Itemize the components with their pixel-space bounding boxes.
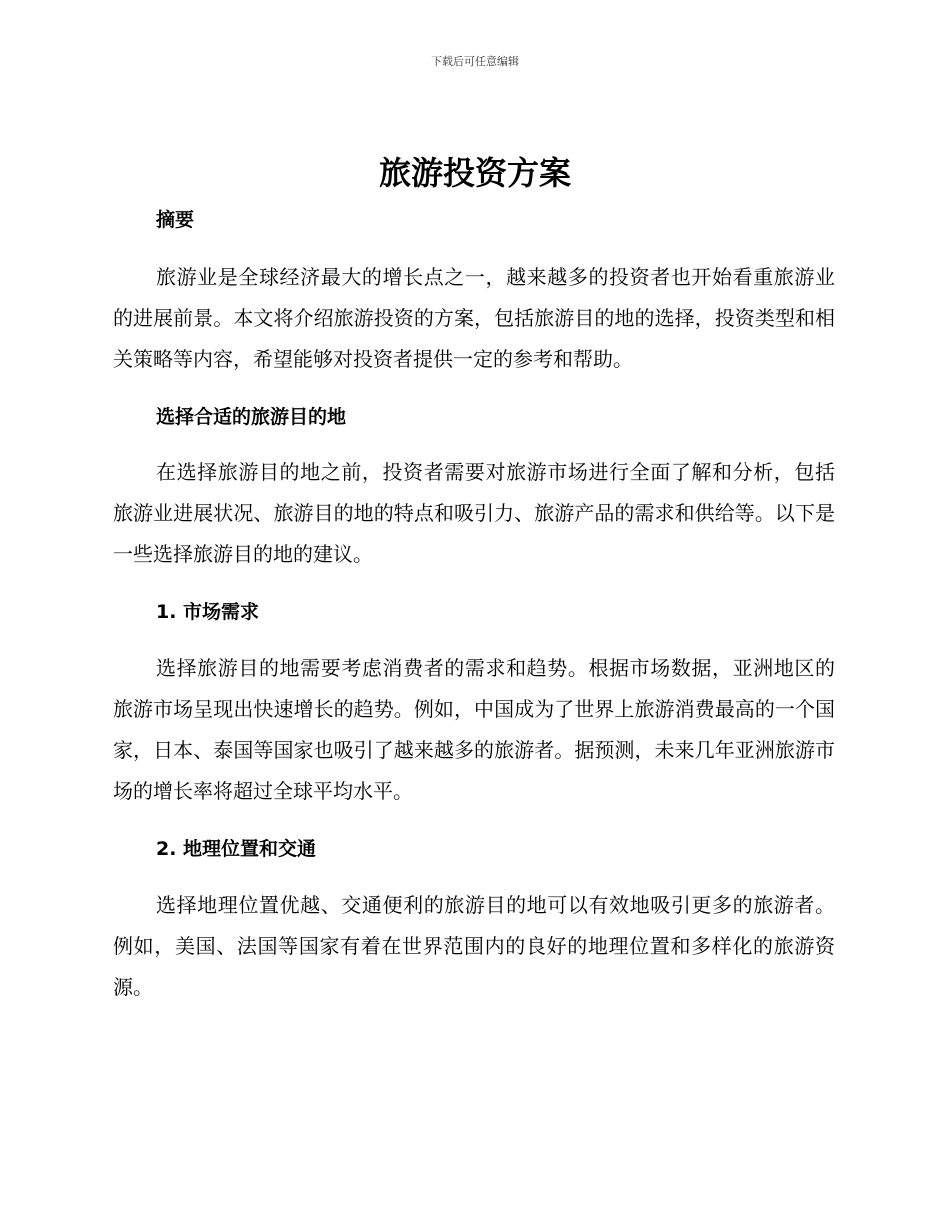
document-title: 旅游投资方案 [378, 154, 571, 192]
section-paragraph-market-demand: 选择旅游目的地需要考虑消费者的需求和趋势。根据市场数据，亚洲地区的旅游市场呈现出快速增长的趋势。例如，中国成为了世界上旅游消费最高的一个国家，日本、泰国等国家也吸引了越来越多的旅游者。据预测，未来几年亚洲旅游市场的增长率将超过全球平均水平。 [113, 656, 835, 803]
section-heading-location-transport: 2. 地理位置和交通 [156, 838, 317, 860]
section-paragraph-location-transport: 选择地理位置优越、交通便利的旅游目的地可以有效地吸引更多的旅游者。例如，美国、法国等国家有着在世界范围内的良好的地理位置和多样化的旅游资源。 [113, 893, 835, 999]
section-paragraph-destination: 在选择旅游目的地之前，投资者需要对旅游市场进行全面了解和分析，包括旅游业进展状况、旅游目的地的特点和吸引力、旅游产品的需求和供给等。以下是一些选择旅游目的地的建议。 [113, 460, 835, 566]
page-header-note: 下载后可任意编辑 [431, 55, 519, 68]
section-heading-destination: 选择合适的旅游目的地 [156, 406, 347, 428]
section-paragraph-abstract: 旅游业是全球经济最大的增长点之一，越来越多的投资者也开始看重旅游业的进展前景。本文将介绍旅游投资的方案，包括旅游目的地的选择，投资类型和相关策略等内容，希望能够对投资者提供一定的参考和帮助。 [113, 265, 835, 371]
section-heading-market-demand: 1. 市场需求 [156, 601, 260, 623]
document-body [113, 205, 835, 1008]
section-heading-abstract: 摘要 [156, 209, 195, 231]
